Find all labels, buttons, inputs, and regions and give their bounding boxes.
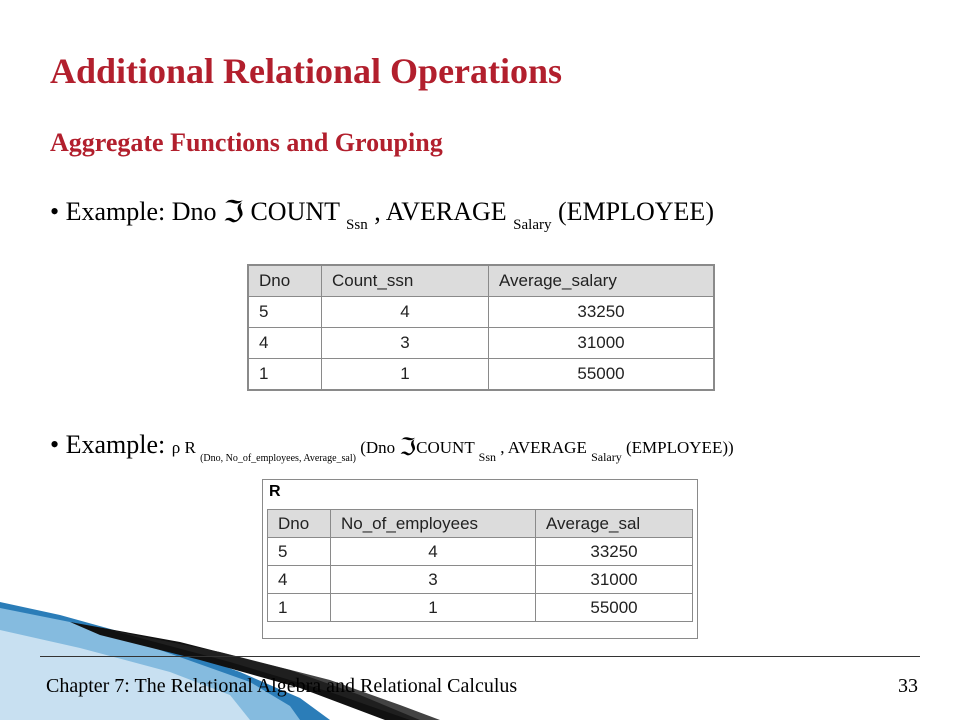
table-cell: 1 xyxy=(268,594,331,622)
average-subscript: Salary xyxy=(513,217,552,233)
bullet-dot: • xyxy=(50,430,60,459)
table-cell: 3 xyxy=(322,328,489,359)
example-2-prefix: Example: xyxy=(65,430,172,459)
column-header: Average_sal xyxy=(536,510,693,538)
table-header-row xyxy=(268,510,693,538)
relation-name: (EMPLOYEE)) xyxy=(621,438,734,457)
rename-attributes: (Dno, No_of_employees, Average_sal) xyxy=(200,453,356,464)
average-subscript: Salary xyxy=(591,450,622,464)
example-1-line xyxy=(50,196,714,233)
table-cell: 31000 xyxy=(536,566,693,594)
relation-name: (EMPLOYEE) xyxy=(551,197,714,226)
table-cell: 4 xyxy=(249,328,322,359)
table-1 xyxy=(248,265,714,390)
example-1-prefix: Example: Dno xyxy=(65,197,224,226)
average-func: , AVERAGE xyxy=(367,197,514,226)
table-row xyxy=(249,297,714,328)
count-func: COUNT xyxy=(243,197,347,226)
table-header-row xyxy=(249,266,714,297)
column-header: No_of_employees xyxy=(331,510,536,538)
example-2-line xyxy=(50,430,734,464)
count-subscript: Ssn xyxy=(346,217,368,233)
aggregate-symbol: ℑ xyxy=(399,435,417,461)
table-cell: 1 xyxy=(249,359,322,390)
slide-subtitle: Aggregate Functions and Grouping xyxy=(50,128,443,157)
table-cell: 1 xyxy=(322,359,489,390)
slide-title: Additional Relational Operations xyxy=(50,51,563,91)
bullet-dot: • xyxy=(50,197,60,226)
table-cell: 33250 xyxy=(489,297,714,328)
column-header: Average_salary xyxy=(489,266,714,297)
table-row xyxy=(249,359,714,390)
relation-label: R xyxy=(269,483,281,500)
table-cell: 5 xyxy=(249,297,322,328)
footer-page-number: 33 xyxy=(898,675,918,697)
table-cell: 1 xyxy=(331,594,536,622)
result-table-1 xyxy=(247,264,715,391)
table-row xyxy=(249,328,714,359)
group-open: (Dno xyxy=(355,438,400,457)
footer-chapter: Chapter 7: The Relational Algebra and Relational Calculus xyxy=(46,675,518,697)
column-header: Count_ssn xyxy=(322,266,489,297)
rename-operator: ρ R xyxy=(171,438,201,457)
table-cell: 55000 xyxy=(489,359,714,390)
column-header: Dno xyxy=(249,266,322,297)
column-header: Dno xyxy=(268,510,331,538)
table-cell: 3 xyxy=(331,566,536,594)
average-func: , AVERAGE xyxy=(496,438,592,457)
count-subscript: Ssn xyxy=(478,450,496,464)
table-cell: 33250 xyxy=(536,538,693,566)
table-cell: 5 xyxy=(268,538,331,566)
table-cell: 31000 xyxy=(489,328,714,359)
count-func: COUNT xyxy=(416,438,479,457)
footer-divider xyxy=(40,656,920,657)
table-cell: 55000 xyxy=(536,594,693,622)
table-cell: 4 xyxy=(322,297,489,328)
table-cell: 4 xyxy=(268,566,331,594)
table-cell: 4 xyxy=(331,538,536,566)
aggregate-symbol: ℑ xyxy=(223,196,244,229)
